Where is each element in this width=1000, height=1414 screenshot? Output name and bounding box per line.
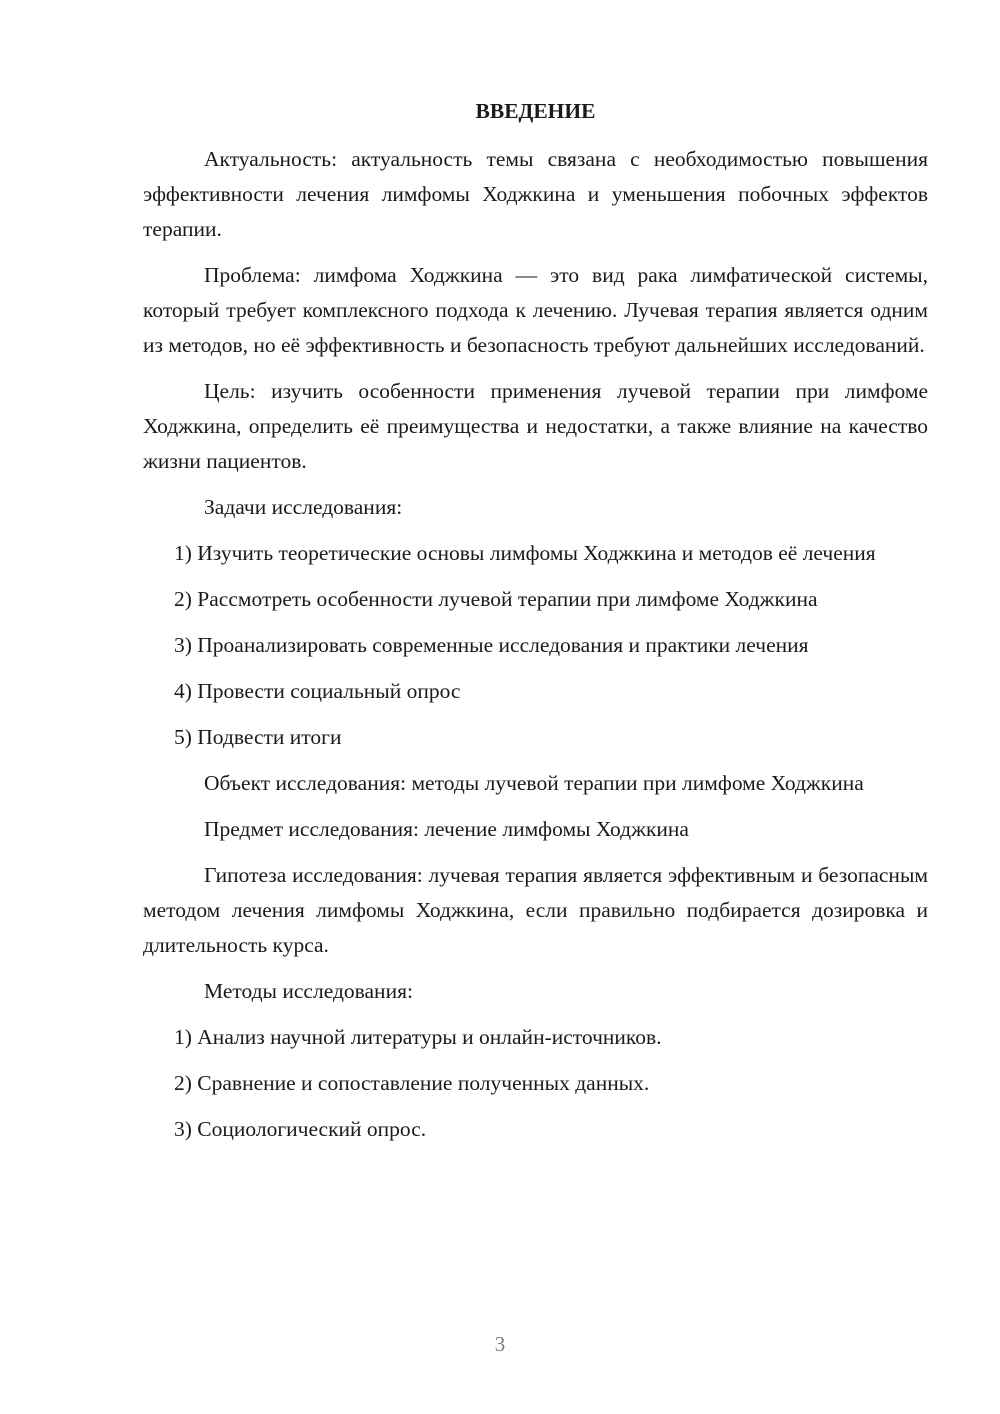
object-paragraph: Объект исследования: методы лучевой терапии при лимфоме Ходжкина (204, 771, 864, 795)
task-item: 3) Проанализировать современные исследования и практики лечения (174, 633, 809, 657)
hypothesis-paragraph: Гипотеза исследования: лучевая терапия является эффективным и безопасным методом лечения лимфомы Ходжкина, если правильно подбирается дозировка и длительность курса. (143, 863, 928, 957)
page-number: 3 (494, 1332, 506, 1356)
methods-heading: Методы исследования: (204, 979, 413, 1003)
task-item: 5) Подвести итоги (174, 725, 342, 749)
subject-paragraph: Предмет исследования: лечение лимфомы Ходжкина (204, 817, 689, 841)
method-item: 2) Сравнение и сопоставление полученных данных. (174, 1071, 650, 1095)
tasks-heading: Задачи исследования: (204, 495, 403, 519)
task-item: 1) Изучить теоретические основы лимфомы Ходжкина и методов её лечения (174, 541, 876, 565)
document-page (143, 96, 928, 1158)
method-item: 1) Анализ научной литературы и онлайн-источников. (174, 1025, 662, 1049)
problem-paragraph: Проблема: лимфома Ходжкина — это вид рака лимфатической системы, который требует комплексного подхода к лечению. Лучевая терапия является одним из методов, но её эффективность и безопасность требуют дальнейших исследований. (143, 263, 928, 357)
task-item: 2) Рассмотреть особенности лучевой терапии при лимфоме Ходжкина (174, 587, 818, 611)
relevance-paragraph: Актуальность: актуальность темы связана с необходимостью повышения эффективности лечения лимфомы Ходжкина и уменьшения побочных эффектов терапии. (143, 147, 928, 241)
task-item: 4) Провести социальный опрос (174, 679, 461, 703)
method-item: 3) Социологический опрос. (174, 1117, 427, 1141)
goal-paragraph: Цель: изучить особенности применения лучевой терапии при лимфоме Ходжкина, определить её преимущества и недостатки, а также влияние на качество жизни пациентов. (143, 379, 928, 473)
section-title: ВВЕДЕНИЕ (475, 99, 596, 123)
